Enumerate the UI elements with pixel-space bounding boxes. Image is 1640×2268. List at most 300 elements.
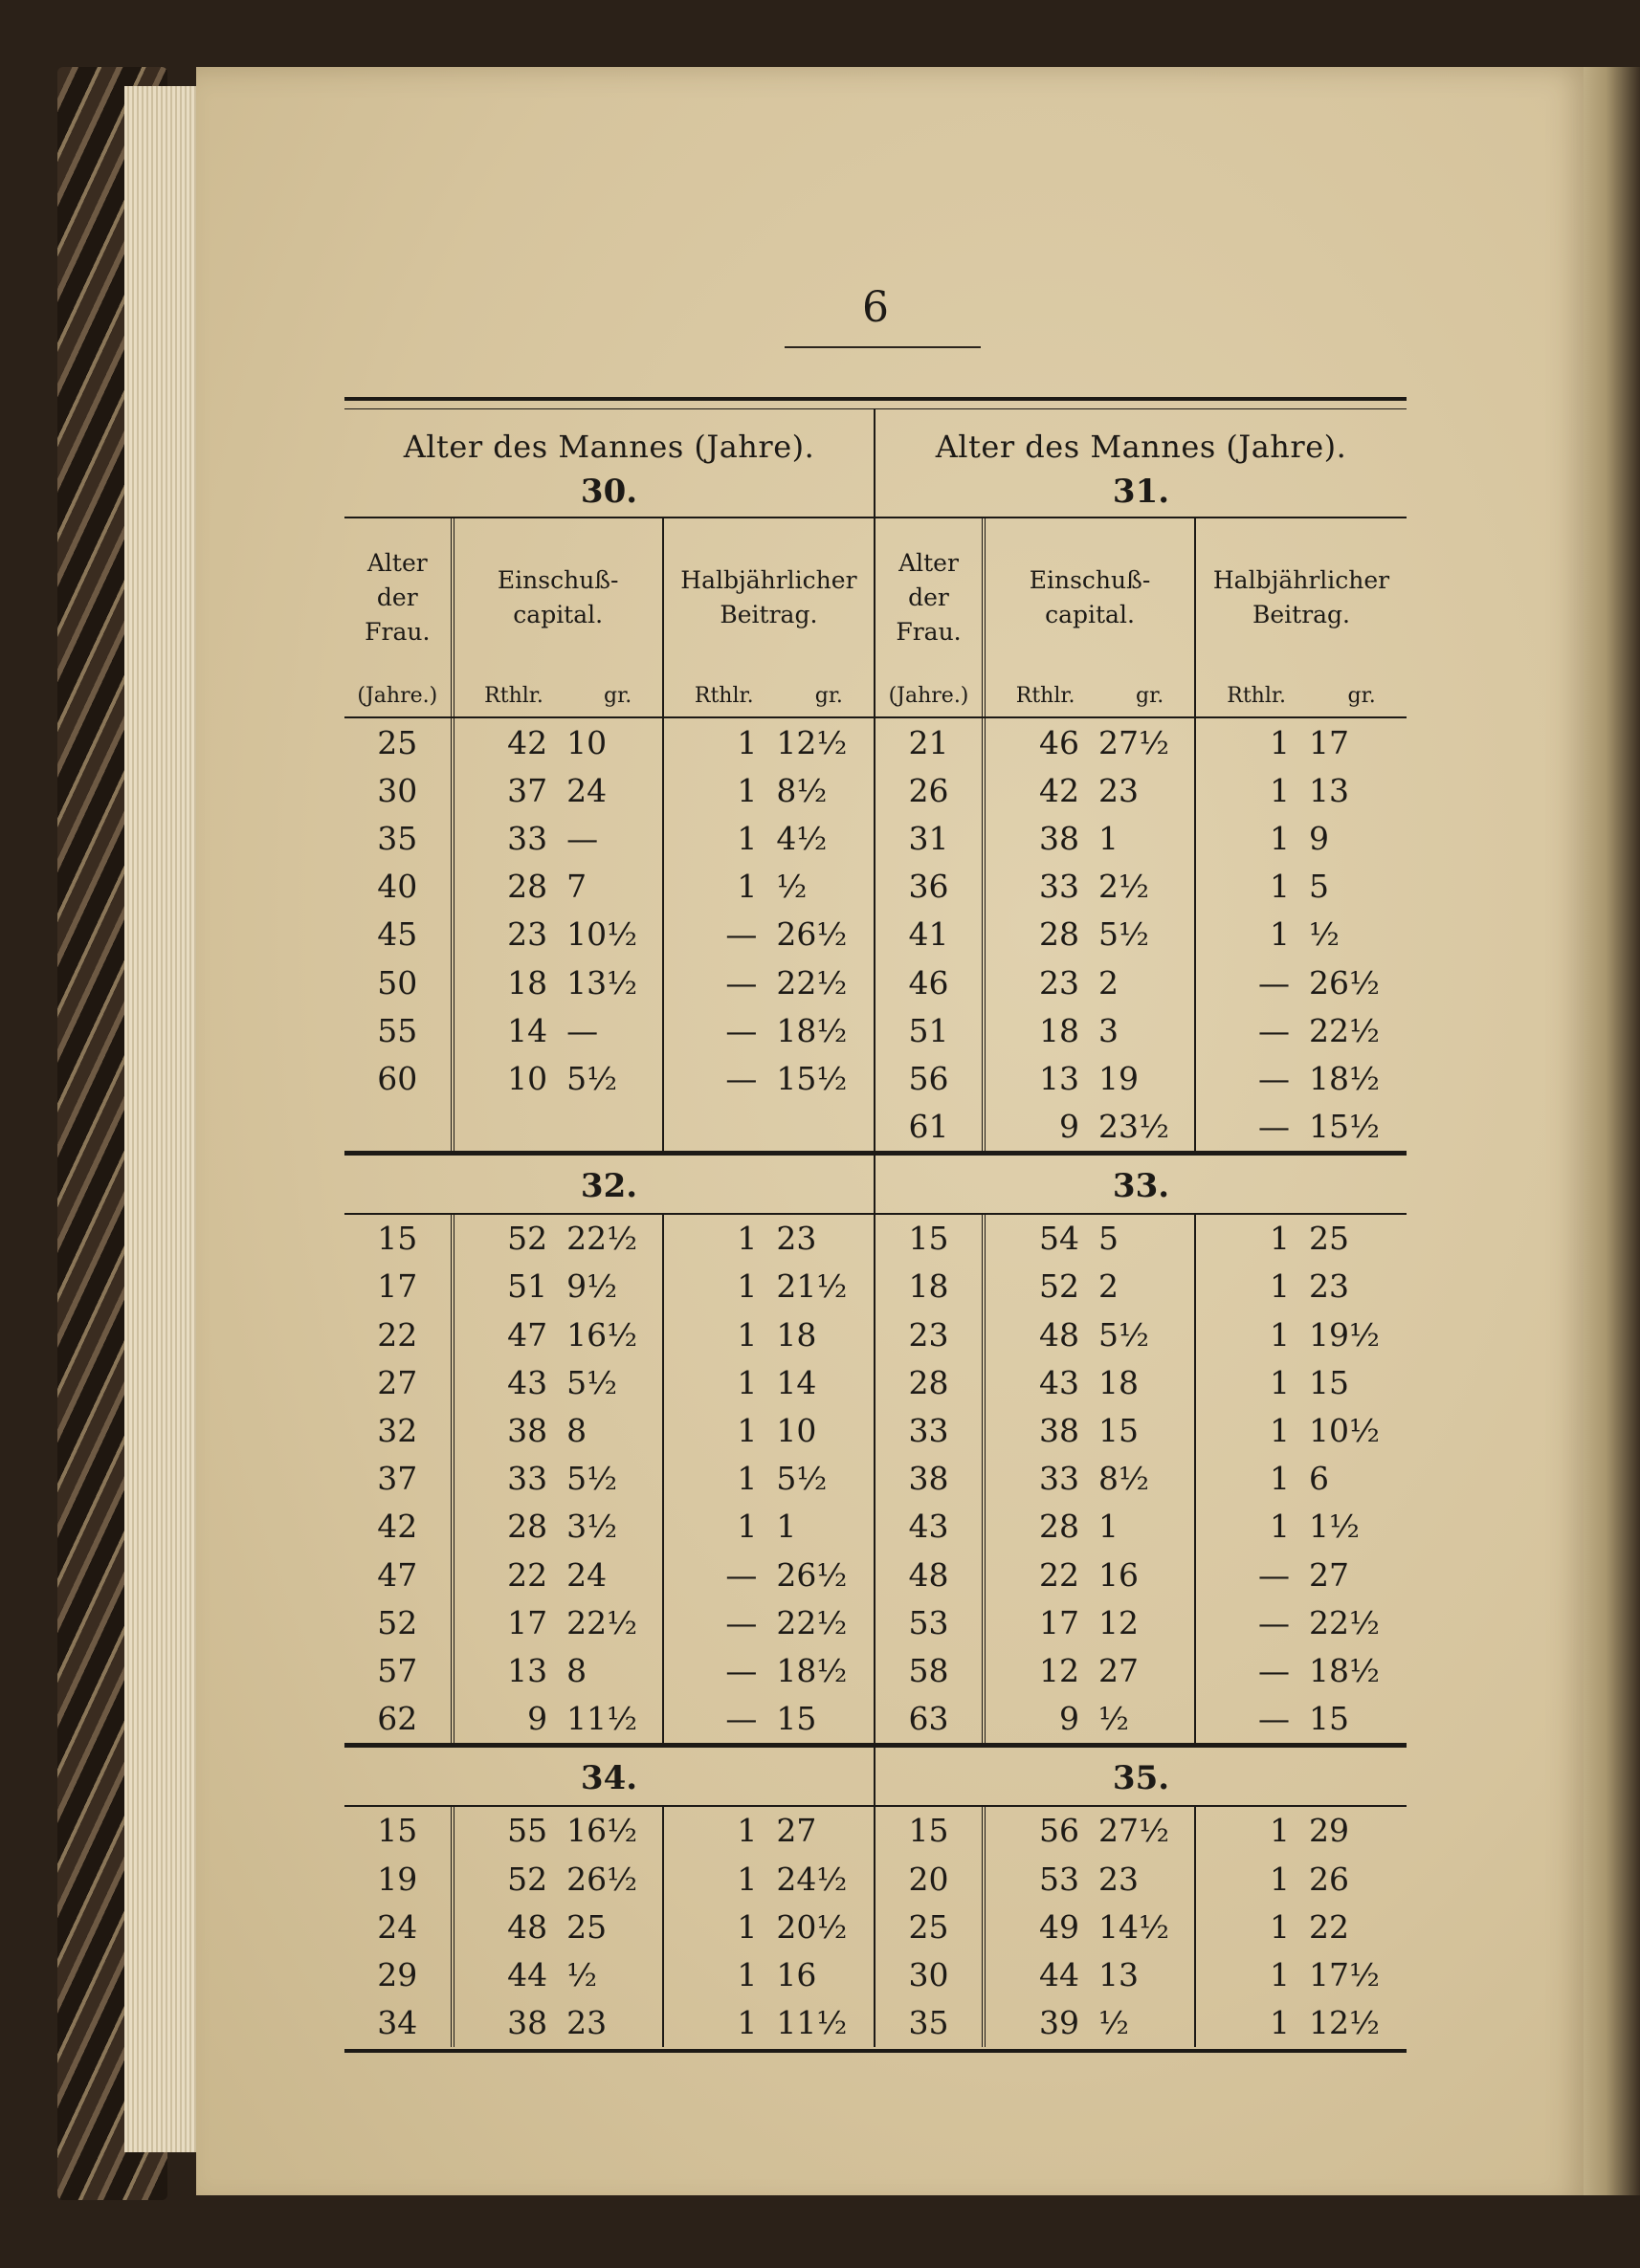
cell-capital-gr: 24 [559, 766, 664, 814]
table-row [875, 718, 1407, 766]
cell-contribution-gr: 13 [1309, 771, 1349, 809]
cell-contribution-rthlr: — [1258, 1700, 1290, 1738]
cell-contribution-rthlr: 1 [737, 1508, 758, 1546]
cell-capital-rthlr: 28 [1039, 1508, 1079, 1546]
cell-contribution-gr: 23 [1309, 1267, 1349, 1306]
cell-contribution-rthlr: 1 [1270, 819, 1290, 857]
cell-contribution-rthlr: 1 [1270, 1220, 1290, 1258]
section-age-number: 33. [1112, 1166, 1170, 1205]
cell-capital-rthlr: 9 [527, 1700, 548, 1738]
cell-capital-gr: 2 [1091, 958, 1196, 1006]
cell-capital-gr: 18 [1091, 1358, 1196, 1406]
cell-capital-rthlr: 13 [1039, 1059, 1079, 1097]
cell-contribution-gr: 18½ [1309, 1651, 1380, 1689]
cell-capital-rthlr: 18 [1039, 1011, 1079, 1049]
col-unit-jahre: (Jahre.) [357, 684, 438, 708]
cell-age-wife: 37 [344, 1455, 454, 1503]
cell-contribution-rthlr: — [1258, 1059, 1290, 1097]
header-age-number: 31. [875, 465, 1407, 518]
cell-capital-gr: 5½ [1091, 1310, 1196, 1358]
cell-capital-rthlr: 38 [507, 1412, 548, 1450]
col-unit-rthlr: Rthlr. [484, 684, 543, 708]
rows-right [875, 1807, 1407, 2047]
cell-contribution-gr: 15 [776, 1700, 817, 1738]
cell-capital-rthlr: 12 [1039, 1651, 1079, 1689]
cell-capital-gr: 16½ [559, 1807, 664, 1855]
table-row [344, 1054, 874, 1102]
cell-capital-gr: 27½ [1091, 718, 1196, 766]
cell-contribution-gr: 26 [1309, 1860, 1349, 1898]
table-row [344, 1263, 874, 1310]
cell-capital-gr: ½ [1091, 1999, 1196, 2047]
rows-left [344, 1807, 875, 2047]
cell-capital-gr: 12 [1091, 1598, 1196, 1646]
cell-age-wife: 58 [875, 1646, 986, 1694]
cell-contribution-rthlr: 1 [1270, 771, 1290, 809]
cell-capital-gr: 3 [1091, 1006, 1196, 1054]
cell-contribution-rthlr: — [725, 1700, 758, 1738]
cell-contribution-rthlr: 1 [737, 1315, 758, 1354]
cell-age-wife: 40 [344, 863, 454, 911]
cell-capital-gr: 5 [1091, 1215, 1196, 1263]
cell-contribution-gr: 27 [776, 1812, 817, 1850]
cell-contribution-rthlr: 1 [1270, 1363, 1290, 1401]
cell-capital-rthlr: 33 [507, 1460, 548, 1498]
cell-age-wife: 20 [875, 1855, 986, 1903]
cell-capital-gr: ½ [559, 1950, 664, 1998]
cell-capital-gr: 23 [1091, 766, 1196, 814]
cell-capital-rthlr: 44 [1039, 1955, 1079, 1993]
block-rows [344, 1215, 1407, 1743]
cell-capital-gr: 14½ [1091, 1903, 1196, 1950]
col-head-frau [344, 518, 454, 716]
table-row [344, 1855, 874, 1903]
table-row [344, 1503, 874, 1551]
table-row [344, 1551, 874, 1598]
cell-contribution-gr: 15½ [1309, 1108, 1380, 1146]
rows-right [875, 1215, 1407, 1743]
col-head-frau-line: Frau. [365, 617, 431, 646]
cell-capital-rthlr: 53 [1039, 1860, 1079, 1898]
table-row [344, 1455, 874, 1503]
cell-capital-gr: 26½ [559, 1855, 664, 1903]
col-head-einschuss [454, 518, 664, 716]
cell-capital-rthlr: 37 [507, 771, 548, 809]
cell-contribution-rthlr: 1 [737, 1860, 758, 1898]
cell-capital-rthlr: 42 [507, 723, 548, 761]
cell-capital-gr: 16½ [559, 1310, 664, 1358]
table-row [344, 1807, 874, 1855]
cell-contribution-gr: 8½ [776, 771, 828, 809]
cell-capital-gr: 1 [1091, 1503, 1196, 1551]
header-left [344, 409, 875, 718]
table-row [875, 1006, 1407, 1054]
cell-age-wife: 61 [875, 1103, 986, 1151]
col-head-einschuss-line: Einschuß- [497, 565, 619, 594]
cell-age-wife: 55 [344, 1006, 454, 1054]
table-row [344, 1215, 874, 1263]
cell-capital-rthlr: 13 [507, 1651, 548, 1689]
cell-contribution-rthlr: 1 [737, 1412, 758, 1450]
cell-age-wife: 27 [344, 1358, 454, 1406]
rows-right [875, 718, 1407, 1151]
cell-contribution-rthlr: — [725, 1603, 758, 1641]
col-unit-rthlr: Rthlr. [1015, 684, 1075, 708]
table-row [875, 1358, 1407, 1406]
table-row [344, 1006, 874, 1054]
cell-age-wife: 45 [344, 911, 454, 958]
col-unit-sgr: gr. [814, 684, 843, 708]
cell-age-wife [344, 1103, 454, 1151]
table-row [875, 863, 1407, 911]
cell-capital-gr: — [559, 814, 664, 862]
cell-contribution-gr: 24½ [776, 1860, 848, 1898]
table-row [875, 1263, 1407, 1310]
table-row [344, 1646, 874, 1694]
col-unit-sgr: gr. [604, 684, 632, 708]
col-unit-sgr: gr. [1136, 684, 1164, 708]
cell-contribution-rthlr: — [725, 1059, 758, 1097]
table-row [875, 1598, 1407, 1646]
cell-contribution-gr: ½ [776, 868, 808, 906]
table-row [875, 1855, 1407, 1903]
cell-contribution-gr: 23 [776, 1220, 817, 1258]
cell-contribution-gr: 1½ [1309, 1508, 1360, 1546]
col-head-frau [875, 518, 986, 716]
table-row [875, 1503, 1407, 1551]
table-row [875, 1215, 1407, 1263]
cell-capital-rthlr: 17 [507, 1603, 548, 1641]
table-row [875, 1310, 1407, 1358]
table-row [875, 1455, 1407, 1503]
col-unit-rthlr: Rthlr. [694, 684, 754, 708]
cell-contribution-rthlr: 1 [737, 1907, 758, 1946]
cell-age-wife: 15 [344, 1807, 454, 1855]
cell-contribution-gr: 17 [1309, 723, 1349, 761]
cell-age-wife: 46 [875, 958, 986, 1006]
cell-capital-rthlr: 52 [507, 1860, 548, 1898]
cell-contribution-rthlr: 1 [737, 1460, 758, 1498]
cell-capital-rthlr: 28 [507, 1508, 548, 1546]
cell-capital-gr: 5½ [559, 1358, 664, 1406]
cell-capital-rthlr: 14 [507, 1011, 548, 1049]
cell-age-wife: 43 [875, 1503, 986, 1551]
cell-age-wife: 23 [875, 1310, 986, 1358]
cell-contribution-gr: 14 [776, 1363, 817, 1401]
cell-contribution-rthlr: — [1258, 1651, 1290, 1689]
rows-left [344, 718, 875, 1151]
col-head-frau-line: Alter [898, 548, 959, 577]
cell-capital-rthlr: 9 [1059, 1700, 1079, 1738]
cell-capital-gr: 27 [1091, 1646, 1196, 1694]
col-head-halbj-line: Beitrag. [1252, 600, 1350, 628]
col-head-frau-line: der [376, 583, 418, 611]
cell-capital-rthlr: 54 [1039, 1220, 1079, 1258]
cell-age-wife: 56 [875, 1054, 986, 1102]
cell-contribution-rthlr: 1 [1270, 915, 1290, 954]
cell-contribution-rthlr: 1 [737, 771, 758, 809]
table-row [344, 1103, 874, 1151]
table-row [875, 1807, 1407, 1855]
cell-capital-rthlr: 52 [507, 1220, 548, 1258]
header-age-number: 30. [344, 465, 874, 518]
table-row [875, 1695, 1407, 1743]
cell-age-wife: 25 [344, 718, 454, 766]
cell-capital-gr: 15 [1091, 1406, 1196, 1454]
cell-age-wife: 17 [344, 1263, 454, 1310]
cell-age-wife: 15 [344, 1215, 454, 1263]
col-head-halbj [664, 518, 874, 716]
cell-capital-rthlr: 51 [507, 1267, 548, 1306]
col-head-halbj [1196, 518, 1407, 716]
table-row [875, 1999, 1407, 2047]
cell-contribution-gr: 22½ [776, 1603, 848, 1641]
cell-contribution-gr: 1 [776, 1508, 797, 1546]
cell-contribution-gr: 5½ [776, 1460, 828, 1498]
cell-capital-rthlr: 38 [507, 2004, 548, 2042]
cell-contribution-gr: 12½ [1309, 2004, 1380, 2042]
cell-age-wife: 53 [875, 1598, 986, 1646]
col-unit-jahre: (Jahre.) [888, 684, 969, 708]
cell-age-wife: 15 [875, 1807, 986, 1855]
col-head-halbj-line: Beitrag. [720, 600, 818, 628]
cell-age-wife: 15 [875, 1215, 986, 1263]
cell-age-wife: 63 [875, 1695, 986, 1743]
col-head-halbj-line: Halbjährlicher [680, 565, 857, 594]
table-row [344, 911, 874, 958]
cell-capital-rthlr: 23 [507, 915, 548, 954]
cell-capital-gr: 5½ [1091, 911, 1196, 958]
col-head-einschuss-line: capital. [1045, 600, 1135, 628]
cell-age-wife: 41 [875, 911, 986, 958]
col-head-frau-line: Alter [366, 548, 428, 577]
table-row [875, 1646, 1407, 1694]
header-right [875, 409, 1407, 718]
cell-contribution-rthlr: 1 [1270, 1860, 1290, 1898]
cell-contribution-gr: 26½ [776, 915, 848, 954]
col-unit-sgr: gr. [1347, 684, 1376, 708]
cell-capital-gr [559, 1103, 664, 1151]
cell-capital-gr: 11½ [559, 1695, 664, 1743]
table-row [875, 1950, 1407, 1998]
cell-age-wife: 38 [875, 1455, 986, 1503]
cell-capital-gr: 1 [1091, 814, 1196, 862]
cell-age-wife: 19 [344, 1855, 454, 1903]
cell-contribution-rthlr: 1 [737, 723, 758, 761]
cell-contribution-gr: 18½ [1309, 1059, 1380, 1097]
page-number: 6 [862, 283, 889, 332]
col-head-einschuss-line: Einschuß- [1029, 565, 1151, 594]
cell-age-wife: 22 [344, 1310, 454, 1358]
cell-capital-gr: 23½ [1091, 1103, 1196, 1151]
cell-age-wife: 52 [344, 1598, 454, 1646]
cell-contribution-gr: 15 [1309, 1700, 1349, 1738]
cell-capital-gr: 13 [1091, 1950, 1196, 1998]
cell-capital-rthlr: 38 [1039, 1412, 1079, 1450]
cell-capital-gr: 27½ [1091, 1807, 1196, 1855]
rows-left [344, 1215, 875, 1743]
cell-capital-rthlr: 10 [507, 1059, 548, 1097]
col-head-halbj-line: Halbjährlicher [1212, 565, 1390, 594]
cell-capital-rthlr: 23 [1039, 963, 1079, 1002]
table-row [344, 718, 874, 766]
cell-age-wife: 50 [344, 958, 454, 1006]
cell-contribution-gr: 26½ [1309, 963, 1380, 1002]
col-head-einschuss [986, 518, 1196, 716]
table-row [875, 1903, 1407, 1950]
cell-contribution-gr: 9 [1309, 819, 1329, 857]
cell-contribution-gr: 27 [1309, 1555, 1349, 1594]
cell-age-wife: 21 [875, 718, 986, 766]
cell-capital-rthlr: 28 [507, 868, 548, 906]
cell-contribution-gr: 22 [1309, 1907, 1349, 1946]
cell-contribution-rthlr: 1 [1270, 1907, 1290, 1946]
cell-capital-rthlr: 18 [507, 963, 548, 1002]
col-unit-rthlr: Rthlr. [1227, 684, 1286, 708]
table-header [344, 409, 1407, 718]
table-row [875, 1551, 1407, 1598]
cell-age-wife: 33 [875, 1406, 986, 1454]
cell-contribution-rthlr: 1 [737, 1812, 758, 1850]
cell-capital-rthlr: 28 [1039, 915, 1079, 954]
table-row [344, 1903, 874, 1950]
cell-age-wife: 28 [875, 1358, 986, 1406]
cell-capital-gr: 22½ [559, 1598, 664, 1646]
cell-age-wife: 48 [875, 1551, 986, 1598]
cell-age-wife: 36 [875, 863, 986, 911]
table-top-rule [344, 397, 1407, 409]
table-row [344, 1598, 874, 1646]
cell-capital-rthlr: 33 [1039, 868, 1079, 906]
cell-capital-gr: 22½ [559, 1215, 664, 1263]
cell-age-wife: 35 [344, 814, 454, 862]
cell-age-wife: 18 [875, 1263, 986, 1310]
cell-capital-gr: ½ [1091, 1695, 1196, 1743]
table-row [344, 814, 874, 862]
table-row [344, 1695, 874, 1743]
cell-contribution-rthlr: 1 [737, 1267, 758, 1306]
cell-age-wife: 31 [875, 814, 986, 862]
cell-capital-rthlr: 42 [1039, 771, 1079, 809]
table-row [344, 766, 874, 814]
cell-contribution-gr: 12½ [776, 723, 848, 761]
header-age-of-husband: Alter des Mannes (Jahre). [403, 429, 815, 465]
cell-capital-rthlr: 56 [1039, 1812, 1079, 1850]
cell-contribution-gr: 26½ [776, 1555, 848, 1594]
table-row [344, 1999, 874, 2047]
cell-capital-gr: 10½ [559, 911, 664, 958]
book-bottom-edge [172, 2195, 1640, 2268]
table-row [875, 958, 1407, 1006]
cell-capital-rthlr: 43 [507, 1363, 548, 1401]
cell-contribution-gr: 11½ [776, 2004, 848, 2042]
cell-contribution-rthlr: — [725, 1011, 758, 1049]
section-age-heading [344, 1151, 1407, 1215]
cell-capital-gr: 2½ [1091, 863, 1196, 911]
cell-capital-rthlr: 46 [1039, 723, 1079, 761]
table-row [875, 911, 1407, 958]
cell-contribution-rthlr: 1 [737, 1955, 758, 1993]
cell-contribution-gr: 22½ [1309, 1011, 1380, 1049]
cell-age-wife: 35 [875, 1999, 986, 2047]
table-row [344, 1406, 874, 1454]
table-row [875, 1103, 1407, 1151]
cell-capital-rthlr: 39 [1039, 2004, 1079, 2042]
cell-age-wife: 30 [344, 766, 454, 814]
cell-contribution-rthlr [664, 1103, 769, 1151]
col-head-frau-line: Frau. [896, 617, 962, 646]
cell-contribution-rthlr: 1 [1270, 1955, 1290, 1993]
column-headings [344, 518, 874, 718]
cell-capital-gr: 9½ [559, 1263, 664, 1310]
cell-capital-gr: 7 [559, 863, 664, 911]
table-row [344, 1358, 874, 1406]
cell-age-wife: 42 [344, 1503, 454, 1551]
cell-contribution-gr: 5 [1309, 868, 1329, 906]
cell-contribution-gr: 18 [776, 1315, 817, 1354]
cell-age-wife: 62 [344, 1695, 454, 1743]
cell-capital-rthlr: 33 [1039, 1460, 1079, 1498]
cell-contribution-gr: 21½ [776, 1267, 848, 1306]
contribution-table [344, 397, 1407, 2053]
cell-contribution-rthlr: 1 [1270, 1315, 1290, 1354]
section-age-number: 32. [344, 1156, 875, 1213]
cell-capital-rthlr: 9 [1059, 1108, 1079, 1146]
cell-contribution-rthlr: 1 [1270, 868, 1290, 906]
cell-contribution-gr: 25 [1309, 1220, 1349, 1258]
table-row [344, 863, 874, 911]
cell-contribution-gr [768, 1103, 874, 1151]
cell-age-wife: 24 [344, 1903, 454, 1950]
table-row [875, 1054, 1407, 1102]
cell-contribution-rthlr: — [725, 1651, 758, 1689]
cell-capital-rthlr: 22 [507, 1555, 548, 1594]
cell-contribution-rthlr: 1 [1270, 723, 1290, 761]
cell-age-wife: 34 [344, 1999, 454, 2047]
cell-capital-rthlr: 47 [507, 1315, 548, 1354]
cell-capital-gr: 3½ [559, 1503, 664, 1551]
cell-contribution-rthlr: 1 [737, 1220, 758, 1258]
cell-contribution-rthlr: — [725, 915, 758, 954]
cell-contribution-gr: ½ [1309, 915, 1340, 954]
cell-contribution-rthlr: — [725, 1555, 758, 1594]
cell-contribution-gr: 19½ [1309, 1315, 1380, 1354]
cell-capital-gr: 8 [559, 1406, 664, 1454]
cell-capital-gr: — [559, 1006, 664, 1054]
cell-capital-gr: 13½ [559, 958, 664, 1006]
cell-contribution-rthlr: 1 [737, 1363, 758, 1401]
cell-capital-rthlr: 38 [1039, 819, 1079, 857]
cell-age-wife: 25 [875, 1903, 986, 1950]
cell-capital-rthlr: 55 [507, 1812, 548, 1850]
cell-contribution-gr: 18½ [776, 1651, 848, 1689]
cell-age-wife: 60 [344, 1054, 454, 1102]
cell-capital-rthlr: 43 [1039, 1363, 1079, 1401]
col-head-frau-line: der [908, 583, 949, 611]
cell-capital-gr: 5½ [559, 1054, 664, 1102]
cell-age-wife: 47 [344, 1551, 454, 1598]
cell-capital-gr: 24 [559, 1551, 664, 1598]
page-number-rule [785, 346, 981, 348]
cell-capital-gr: 10 [559, 718, 664, 766]
cell-contribution-rthlr: — [1258, 1555, 1290, 1594]
cell-capital-gr: 19 [1091, 1054, 1196, 1102]
cell-capital-rthlr [454, 1103, 560, 1151]
cell-capital-gr: 23 [559, 1999, 664, 2047]
cell-contribution-gr: 15½ [776, 1059, 848, 1097]
cell-contribution-gr: 20½ [776, 1907, 848, 1946]
cell-capital-gr: 8½ [1091, 1455, 1196, 1503]
